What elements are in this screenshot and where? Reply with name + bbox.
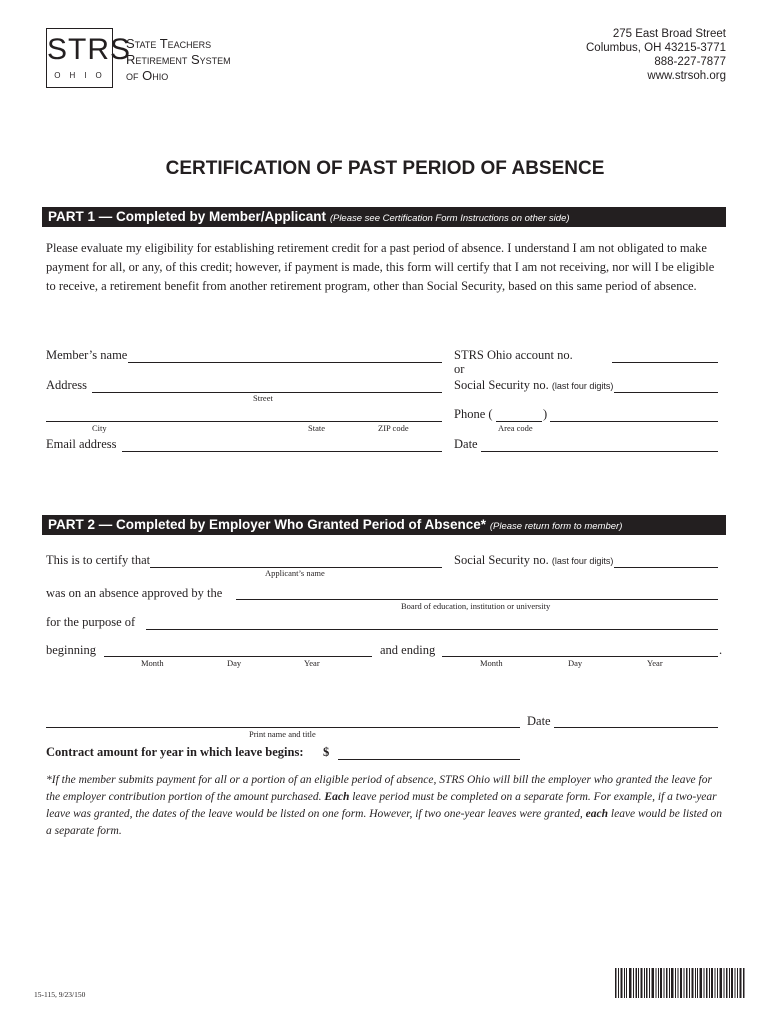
state-sublabel: State [308,423,325,433]
ssn-field-part2[interactable] [614,567,718,568]
date-label-part1: Date [454,437,478,451]
applicant-name-sublabel: Applicant’s name [265,568,325,578]
organization-address: 275 East Broad Street Columbus, OH 43215-3771 888-227-7877 www.strsoh.org [586,28,726,82]
form-code: 15-115, 9/23/150 [34,990,86,999]
phone-label: Phone ( [454,407,493,421]
print-name-field[interactable] [46,727,520,728]
beginning-label: beginning [46,643,96,657]
account-no-field[interactable] [612,362,718,363]
city-state-zip-field[interactable] [46,421,442,422]
board-field[interactable] [236,599,718,600]
part2-heading: PART 2 — Completed by Employer Who Granted Period of Absence* [48,517,487,532]
dollar-sign: $ [323,745,330,759]
zip-sublabel: ZIP code [378,423,409,433]
ending-month-sublabel: Month [480,658,503,668]
part1-heading: PART 1 — Completed by Member/Applicant [48,209,327,224]
member-name-field[interactable] [128,362,442,363]
email-field[interactable] [122,451,442,452]
part2-header-bar [42,515,726,535]
ending-year-sublabel: Year [647,658,663,668]
contract-amount-field[interactable] [338,759,520,760]
barcode [615,968,745,998]
ssn-label-part2: Social Security no. (last four digits) [454,553,614,567]
ssn-field-part1[interactable] [614,392,718,393]
beginning-year-sublabel: Year [304,658,320,668]
area-code-sublabel: Area code [498,423,533,433]
contract-label: Contract amount for year in which leave begins: [46,745,304,759]
part1-header-bar [42,207,726,227]
area-code-field[interactable] [496,421,542,422]
form-title: CERTIFICATION OF PAST PERIOD OF ABSENCE [165,158,605,179]
part2-heading-note: (Please return form to member) [489,521,623,532]
strs-logo [46,28,132,88]
phone-close-paren: ) [543,407,548,421]
absence-label: was on an absence approved by the [46,586,223,600]
ending-day-sublabel: Day [568,658,583,668]
city-sublabel: City [92,423,107,433]
logo-ohio: OHIO [54,71,111,80]
ending-label: and ending [380,643,436,657]
part1-heading-note: (Please see Certification Form Instructions on other side) [329,213,570,224]
street-sublabel: Street [253,393,273,403]
purpose-field[interactable] [146,629,718,630]
phone-field[interactable] [550,421,718,422]
email-label: Email address [46,437,117,451]
certify-label: This is to certify that [46,553,151,567]
date-field-part2[interactable] [554,727,718,728]
ending-period: . [719,643,723,657]
date-label-part2: Date [527,714,551,728]
footnote: *If the member submits payment for all or a portion of an eligible period of absence, STRS Ohio will bill the employer who granted the leave for the employer contribution portion of the amount purchased. Each leave period must be completed on a separate form. For example, if a two-year leave was granted, the dates of the leave would be listed on one form. However, if two one-year leaves were granted, each leave would be listed on a separate form. [46,774,723,837]
purpose-label: for the purpose of [46,615,136,629]
member-name-label: Member’s name [46,348,128,362]
date-field-part1[interactable] [481,451,718,452]
logo-letters: STRS [47,33,132,66]
organization-name: State Teachers Retirement System of Ohio [126,36,231,83]
account-no-label: STRS Ohio account no. [454,348,573,362]
part1-paragraph: Please evaluate my eligibility for establishing retirement credit for a past period of absence. I understand I am not obligated to make payment for all, or any, of this credit; however, if payment is made, this form will certify that I am not receiving, nor will I be eligible to receive, a retirement benefit from another retirement program, other than Social Security, based on this same period of absence. [46,241,715,293]
beginning-date-field[interactable] [104,656,372,657]
or-label: or [454,362,465,376]
board-sublabel: Board of education, institution or university [401,601,551,611]
ending-date-field[interactable] [442,656,718,657]
beginning-day-sublabel: Day [227,658,242,668]
print-name-sublabel: Print name and title [249,729,316,739]
beginning-month-sublabel: Month [141,658,164,668]
ssn-label-part1: Social Security no. (last four digits) [454,378,614,392]
address-label: Address [46,378,87,392]
